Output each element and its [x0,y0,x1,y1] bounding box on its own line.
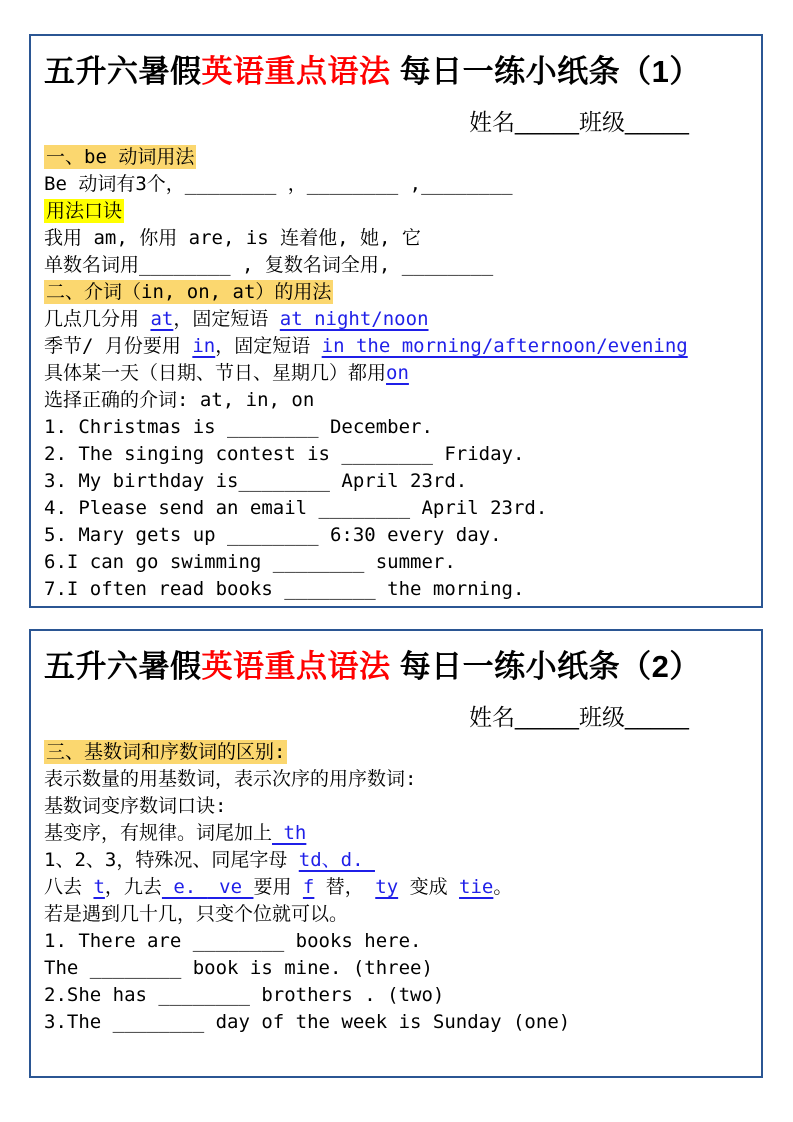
text-segment: 3. My birthday is________ April 23rd. [44,470,468,492]
sheet-title [44,645,753,689]
highlighted-text: 一、be 动词用法 [46,146,195,168]
text-segment: ，固定短语 [215,335,322,357]
text-segment: 每日一练小纸条（1） [390,54,701,89]
text-segment: 基数词变序数词口诀: [44,795,227,817]
blue-underlined-text: at night/noon [279,308,429,330]
red-title-text: 英语重点语法 [201,54,391,89]
text-segment: 班级 [578,704,625,730]
text-segment: 季节/ 月份要用 [44,335,193,357]
text-segment: 姓名 [469,704,515,730]
text-segment: _____ [624,109,689,135]
text-segment: 每日一练小纸条（2） [390,649,701,684]
highlighted-text: 二、介词（in, on, at）的用法 [46,281,332,303]
text-segment: 选择正确的介词: at, in, on [44,389,315,411]
text-segment: 八去 [44,876,94,898]
text-line [44,495,751,522]
text-segment: 4. Please send an email ________ April 23rd. [44,497,548,519]
blue-underlined-text: tie [459,876,494,898]
text-line [44,820,751,847]
text-line [44,793,751,820]
text-segment: 6.I can go swimming ________ summer. [44,551,456,573]
text-segment: 五升六暑假 [44,649,202,684]
text-segment: 3.The ________ day of the week is Sunday (one) [44,1011,571,1033]
text-line [44,766,751,793]
highlighted-text: 三、基数词和序数词的区别: [46,741,286,763]
name-class-line [469,701,761,733]
blue-underlined-text: td、d. [298,849,375,871]
text-line [44,387,751,414]
text-line [44,901,751,928]
text-segment: 班级 [578,109,625,135]
sheet-body [44,144,751,603]
text-segment: 表示数量的用基数词，表示次序的用序数词: [44,768,417,790]
text-line [44,360,751,387]
text-line [44,576,751,603]
text-line [44,198,751,225]
text-segment: 基变序，有规律。词尾加上 [44,822,273,844]
red-title-text: 英语重点语法 [201,649,391,684]
blue-underlined-text: in [192,335,216,357]
text-line [44,414,751,441]
text-segment: 要用 [253,876,303,898]
text-segment: 姓名 [469,109,515,135]
blue-underlined-text: ve [207,876,254,898]
blue-underlined-text: on [386,362,409,384]
text-line [44,1009,751,1036]
text-segment: 1、2、3，特殊况、同尾字母 [44,849,299,871]
name-class-line [469,106,761,138]
text-segment: 单数名词用________ , 复数名词全用, ________ [44,254,494,276]
text-line [44,522,751,549]
text-line [44,549,751,576]
sheet-title [44,50,753,94]
text-segment: 1. There are ________ books here. [44,930,422,952]
text-segment: 若是遇到几十几，只变个位就可以。 [44,903,349,925]
text-line [44,847,751,874]
blue-underlined-text: f [302,876,315,898]
text-segment: _____ [515,704,579,730]
blue-underlined-text: ty [375,876,399,898]
text-segment: 7.I often read books ________ the morning. [44,578,525,600]
text-line [44,333,751,360]
text-line [44,739,751,766]
text-segment: 2.She has ________ brothers . (two) [44,984,445,1006]
worksheet-card-1 [29,34,763,608]
text-line [44,252,751,279]
text-segment: ，固定短语 [173,308,280,330]
text-segment: 1. Christmas is ________ December. [44,416,433,438]
blue-underlined-text: in the morning/afternoon/evening [321,335,688,357]
text-segment: ，九去 [104,876,162,898]
blue-underlined-text: at [150,308,174,330]
text-line [44,306,751,333]
worksheet-card-2 [29,629,763,1078]
text-line [44,468,751,495]
text-segment: 替， [314,876,376,898]
highlighted-text: 用法口诀 [46,200,123,222]
blue-underlined-text: th [272,822,307,844]
text-line [44,441,751,468]
text-segment: 5. Mary gets up ________ 6:30 every day. [44,524,502,546]
text-line [44,982,751,1009]
text-segment: The ________ book is mine. (three) [44,957,433,979]
text-segment: 五升六暑假 [44,54,202,89]
text-line [44,874,751,901]
sheet-body [44,739,751,1036]
text-segment: 具体某一天（日期、节日、星期几）都用 [44,362,387,384]
text-line [44,279,751,306]
text-segment: Be 动词有3个，________ ，________ ,________ [44,173,513,195]
text-segment: 几点几分用 [44,308,151,330]
text-segment: 变成 [398,876,460,898]
text-line [44,144,751,171]
text-segment: 。 [493,876,513,898]
text-line [44,955,751,982]
text-line [44,171,751,198]
blue-underlined-text: t [93,876,105,898]
text-segment: 我用 am, 你用 are, is 连着他, 她, 它 [44,227,421,249]
text-segment: _____ [624,704,689,730]
blue-underlined-text: e. [161,876,208,898]
text-segment: _____ [515,109,579,135]
text-segment: 2. The singing contest is ________ Friday. [44,443,525,465]
text-line [44,928,751,955]
text-line [44,225,751,252]
